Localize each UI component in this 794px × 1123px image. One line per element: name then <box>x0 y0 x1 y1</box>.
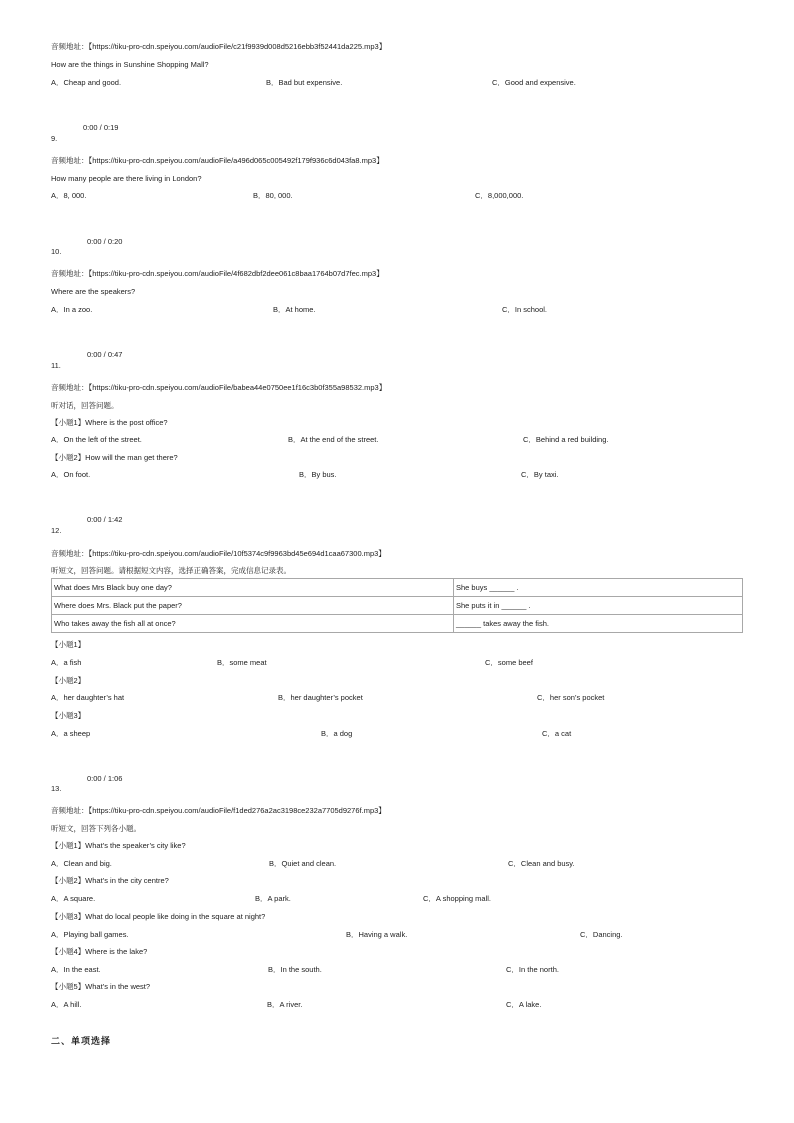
option-a[interactable]: A．a fish <box>51 658 82 667</box>
question-number: 10. <box>51 247 62 256</box>
option-a[interactable]: A．In the east. <box>51 965 101 974</box>
table-cell: She puts it in ______ . <box>454 597 743 615</box>
option-c[interactable]: C．By taxi. <box>521 470 559 479</box>
option-c[interactable]: C．her son’s pocket <box>537 693 605 702</box>
option-b[interactable]: B．Quiet and clean. <box>269 859 337 868</box>
table-cell: Who takes away the fish all at once? <box>52 615 454 633</box>
option-a[interactable]: A．On foot. <box>51 470 91 479</box>
option-b[interactable]: B．At the end of the street. <box>288 435 379 444</box>
sub-question: 【小题2】What’s in the city centre? <box>51 876 169 885</box>
table-cell: Where does Mrs. Black put the paper? <box>52 597 454 615</box>
option-b[interactable]: B．By bus. <box>299 470 337 479</box>
option-a[interactable]: A．A hill. <box>51 1000 82 1009</box>
table-row <box>52 597 743 615</box>
table-row <box>52 579 743 597</box>
option-a[interactable]: A．Cheap and good. <box>51 78 122 87</box>
audio-player-time[interactable]: 0:00 / 1:42 <box>87 515 123 524</box>
option-c[interactable]: C．8,000,000. <box>475 191 524 200</box>
option-a[interactable]: A．a sheep <box>51 729 91 738</box>
audio-player-time[interactable]: 0:00 / 0:20 <box>87 237 123 246</box>
option-c[interactable]: C．Clean and busy. <box>508 859 575 868</box>
option-b[interactable]: B．A park. <box>255 894 291 903</box>
sub-question: 【小题2】 <box>51 676 86 685</box>
instruction-text: 听对话，回答问题。 <box>51 401 119 410</box>
sub-question: 【小题3】What do local people like doing in the square at night? <box>51 912 266 921</box>
sub-question: 【小题4】Where is the lake? <box>51 947 148 956</box>
section-title: 二、单项选择 <box>51 1036 112 1046</box>
sub-question: 【小题5】What’s in the west? <box>51 982 151 991</box>
audio-player-time[interactable]: 0:00 / 1:06 <box>87 774 123 783</box>
sub-question: 【小题1】Where is the post office? <box>51 418 168 427</box>
sub-question: 【小题3】 <box>51 711 86 720</box>
option-b[interactable]: B．80, 000. <box>253 191 293 200</box>
audio-link[interactable]: 音频地址：【https://tiku-pro-cdn.speiyou.com/audioFile/a496d065c005492f179f936c6d043fa8.mp3】 <box>51 156 384 165</box>
audio-link[interactable]: 音频地址：【https://tiku-pro-cdn.speiyou.com/audioFile/f1ded276a2ac3198ce232a7705d9276f.mp3】 <box>51 806 386 815</box>
audio-link[interactable]: 音频地址：【https://tiku-pro-cdn.speiyou.com/audioFile/10f5374c9f9963bd45e694d1caa67300.mp3】 <box>51 549 386 558</box>
question-number: 12. <box>51 526 62 535</box>
option-c[interactable]: C．A shopping mall. <box>423 894 491 903</box>
option-a[interactable]: A．8, 000. <box>51 191 87 200</box>
option-c[interactable]: C．some beef <box>485 658 533 667</box>
question-text: How many people are there living in London? <box>51 174 202 183</box>
option-b[interactable]: B．Bad but expensive. <box>266 78 343 87</box>
table-cell: She buys ______ . <box>454 579 743 597</box>
option-a[interactable]: A．In a zoo. <box>51 305 93 314</box>
option-b[interactable]: B．a dog <box>321 729 353 738</box>
option-c[interactable]: C．Dancing. <box>580 930 623 939</box>
option-c[interactable]: C．A lake. <box>506 1000 542 1009</box>
option-c[interactable]: C．Good and expensive. <box>492 78 576 87</box>
option-a[interactable]: A．Playing ball games. <box>51 930 129 939</box>
instruction-text: 听短文，回答下列各小题。 <box>51 824 141 833</box>
question-number: 9. <box>51 134 58 143</box>
option-b[interactable]: B．some meat <box>217 658 267 667</box>
info-record-table <box>51 578 743 633</box>
option-b[interactable]: B．In the south. <box>268 965 322 974</box>
audio-link[interactable]: 音频地址：【https://tiku-pro-cdn.speiyou.com/audioFile/babea44e0750ee1f16c3b0f355a98532.mp3】 <box>51 383 387 392</box>
option-b[interactable]: B．Having a walk. <box>346 930 408 939</box>
table-cell: What does Mrs Black buy one day? <box>52 579 454 597</box>
option-c[interactable]: C．a cat <box>542 729 572 738</box>
question-number: 11. <box>51 361 61 370</box>
option-b[interactable]: B．At home. <box>273 305 316 314</box>
audio-player-time[interactable]: 0:00 / 0:47 <box>87 350 123 359</box>
option-a[interactable]: A．her daughter’s hat <box>51 693 125 702</box>
question-text: How are the things in Sunshine Shopping Mall? <box>51 60 209 69</box>
option-b[interactable]: B．A river. <box>267 1000 303 1009</box>
sub-question: 【小题1】What’s the speaker’s city like? <box>51 841 186 850</box>
question-number: 13. <box>51 784 62 793</box>
audio-link[interactable]: 音频地址：【https://tiku-pro-cdn.speiyou.com/audioFile/c21f9939d008d5216ebb3f52441da225.mp3】 <box>51 42 387 51</box>
option-a[interactable]: A．On the left of the street. <box>51 435 142 444</box>
table-cell: ______ takes away the fish. <box>454 615 743 633</box>
option-c[interactable]: C．Behind a red building. <box>523 435 609 444</box>
table-row <box>52 615 743 633</box>
option-a[interactable]: A．A square. <box>51 894 96 903</box>
option-a[interactable]: A．Clean and big. <box>51 859 112 868</box>
audio-link[interactable]: 音频地址：【https://tiku-pro-cdn.speiyou.com/audioFile/4f682dbf2dee061c8baa1764b07d7fec.mp3】 <box>51 269 384 278</box>
audio-player-time[interactable]: 0:00 / 0:19 <box>83 123 119 132</box>
option-c[interactable]: C．In school. <box>502 305 548 314</box>
question-text: Where are the speakers? <box>51 287 136 296</box>
sub-question: 【小题2】How will the man get there? <box>51 453 178 462</box>
option-b[interactable]: B．her daughter’s pocket <box>278 693 363 702</box>
option-c[interactable]: C．In the north. <box>506 965 559 974</box>
sub-question: 【小题1】 <box>51 640 86 649</box>
instruction-text: 听短文，回答问题。请根据短文内容，选择正确答案，完成信息记录表。 <box>51 566 291 575</box>
